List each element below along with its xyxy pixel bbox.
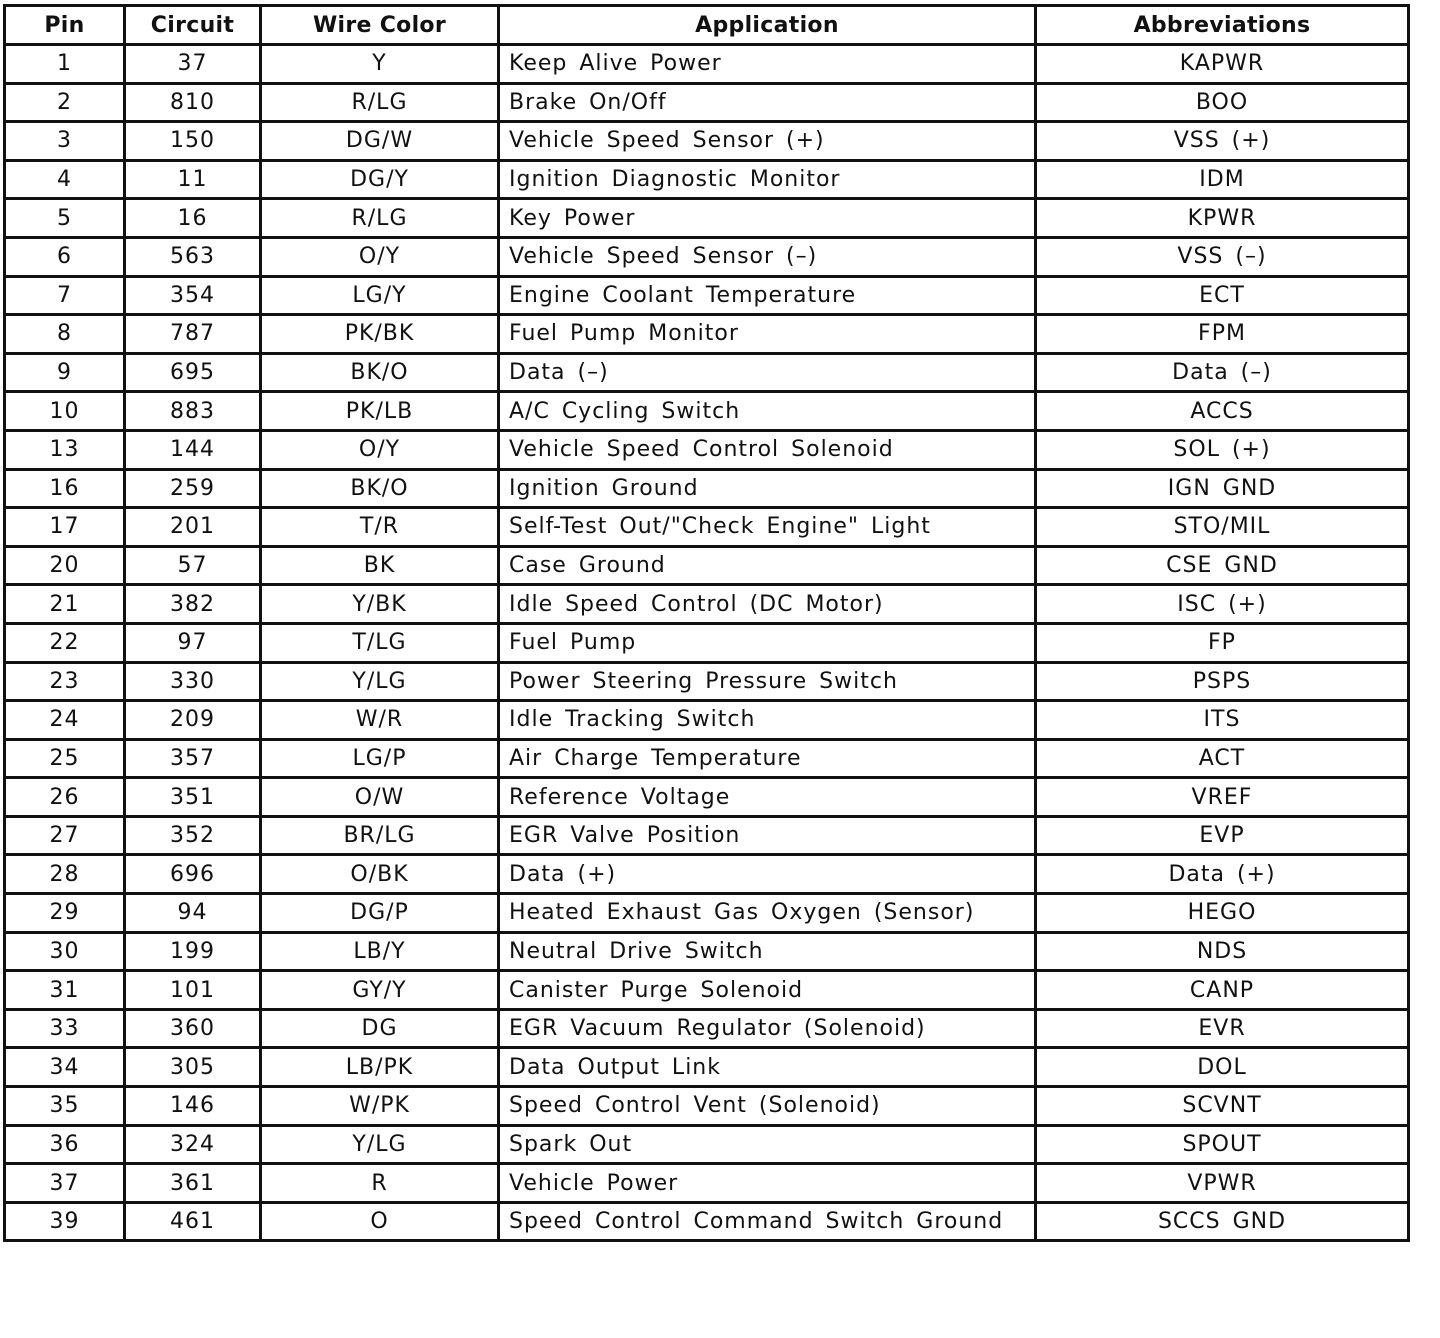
table-row xyxy=(5,1125,1409,1164)
pin-cell: 6 xyxy=(5,237,125,276)
pin-cell: 17 xyxy=(5,508,125,547)
application-cell: Ignition Diagnostic Monitor xyxy=(499,160,1036,199)
abbreviation-cell: KPWR xyxy=(1036,199,1409,238)
table-row xyxy=(5,353,1409,392)
application-cell: Idle Speed Control (DC Motor) xyxy=(499,585,1036,624)
wire-color-cell: T/LG xyxy=(261,623,499,662)
pin-cell: 34 xyxy=(5,1048,125,1087)
circuit-cell: 352 xyxy=(125,816,261,855)
wire-color-cell: Y xyxy=(261,45,499,84)
table-row xyxy=(5,160,1409,199)
pin-cell: 9 xyxy=(5,353,125,392)
circuit-cell: 883 xyxy=(125,392,261,431)
application-cell: Fuel Pump xyxy=(499,623,1036,662)
wire-color-cell: LG/P xyxy=(261,739,499,778)
application-cell: Air Charge Temperature xyxy=(499,739,1036,778)
table-row xyxy=(5,1048,1409,1087)
wire-color-cell: DG/W xyxy=(261,122,499,161)
pin-cell: 3 xyxy=(5,122,125,161)
abbreviation-cell: ISC (+) xyxy=(1036,585,1409,624)
abbreviation-cell: NDS xyxy=(1036,932,1409,971)
pin-cell: 31 xyxy=(5,971,125,1010)
circuit-cell: 461 xyxy=(125,1202,261,1241)
wire-color-cell: DG xyxy=(261,1009,499,1048)
application-cell: Vehicle Power xyxy=(499,1164,1036,1203)
wire-color-cell: R xyxy=(261,1164,499,1203)
abbreviation-cell: IGN GND xyxy=(1036,469,1409,508)
pin-cell: 24 xyxy=(5,701,125,740)
table-row xyxy=(5,894,1409,933)
pin-cell: 39 xyxy=(5,1202,125,1241)
wire-color-cell: DG/P xyxy=(261,894,499,933)
pin-cell: 1 xyxy=(5,45,125,84)
wire-color-cell: DG/Y xyxy=(261,160,499,199)
header-row xyxy=(5,6,1409,45)
pin-cell: 29 xyxy=(5,894,125,933)
abbreviation-cell: KAPWR xyxy=(1036,45,1409,84)
pin-cell: 16 xyxy=(5,469,125,508)
circuit-cell: 97 xyxy=(125,623,261,662)
abbreviation-cell: ECT xyxy=(1036,276,1409,315)
wire-color-cell: BK/O xyxy=(261,469,499,508)
abbreviation-cell: SCCS GND xyxy=(1036,1202,1409,1241)
pin-cell: 37 xyxy=(5,1164,125,1203)
table-row xyxy=(5,430,1409,469)
pin-cell: 36 xyxy=(5,1125,125,1164)
application-cell: Data (+) xyxy=(499,855,1036,894)
application-cell: Neutral Drive Switch xyxy=(499,932,1036,971)
table-row xyxy=(5,585,1409,624)
wire-color-cell: R/LG xyxy=(261,199,499,238)
circuit-cell: 810 xyxy=(125,83,261,122)
pin-cell: 20 xyxy=(5,546,125,585)
wire-color-cell: BK xyxy=(261,546,499,585)
circuit-cell: 144 xyxy=(125,430,261,469)
pin-cell: 7 xyxy=(5,276,125,315)
application-cell: Data (–) xyxy=(499,353,1036,392)
circuit-cell: 357 xyxy=(125,739,261,778)
wire-color-cell: GY/Y xyxy=(261,971,499,1010)
wire-color-cell: W/R xyxy=(261,701,499,740)
application-cell: Data Output Link xyxy=(499,1048,1036,1087)
pin-cell: 30 xyxy=(5,932,125,971)
circuit-cell: 57 xyxy=(125,546,261,585)
table-row xyxy=(5,276,1409,315)
circuit-cell: 201 xyxy=(125,508,261,547)
table-row xyxy=(5,199,1409,238)
wire-color-cell: PK/LB xyxy=(261,392,499,431)
wire-color-cell: O/Y xyxy=(261,237,499,276)
pin-cell: 28 xyxy=(5,855,125,894)
abbreviation-cell: VPWR xyxy=(1036,1164,1409,1203)
table-row xyxy=(5,469,1409,508)
circuit-cell: 305 xyxy=(125,1048,261,1087)
circuit-cell: 382 xyxy=(125,585,261,624)
pin-cell: 4 xyxy=(5,160,125,199)
pin-cell: 23 xyxy=(5,662,125,701)
table-row xyxy=(5,662,1409,701)
application-cell: EGR Vacuum Regulator (Solenoid) xyxy=(499,1009,1036,1048)
pin-cell: 8 xyxy=(5,315,125,354)
table-row xyxy=(5,1087,1409,1126)
pin-cell: 13 xyxy=(5,430,125,469)
wire-color-cell: LB/PK xyxy=(261,1048,499,1087)
circuit-cell: 563 xyxy=(125,237,261,276)
wire-color-cell: PK/BK xyxy=(261,315,499,354)
table-row xyxy=(5,546,1409,585)
wire-color-cell: W/PK xyxy=(261,1087,499,1126)
circuit-cell: 259 xyxy=(125,469,261,508)
table-row xyxy=(5,1202,1409,1241)
application-cell: Keep Alive Power xyxy=(499,45,1036,84)
abbreviation-cell: Data (–) xyxy=(1036,353,1409,392)
wire-color-cell: O/W xyxy=(261,778,499,817)
pin-cell: 21 xyxy=(5,585,125,624)
circuit-cell: 11 xyxy=(125,160,261,199)
wire-color-cell: Y/LG xyxy=(261,1125,499,1164)
header-pin: Pin xyxy=(5,6,125,45)
wire-color-cell: Y/BK xyxy=(261,585,499,624)
table-row xyxy=(5,315,1409,354)
header-abbreviations: Abbreviations xyxy=(1036,6,1409,45)
circuit-cell: 209 xyxy=(125,701,261,740)
table-row xyxy=(5,45,1409,84)
table-row xyxy=(5,855,1409,894)
table-row xyxy=(5,392,1409,431)
header-circuit: Circuit xyxy=(125,6,261,45)
wire-color-cell: BR/LG xyxy=(261,816,499,855)
application-cell: Speed Control Command Switch Ground xyxy=(499,1202,1036,1241)
header-application: Application xyxy=(499,6,1036,45)
table-row xyxy=(5,1009,1409,1048)
application-cell: Brake On/Off xyxy=(499,83,1036,122)
circuit-cell: 695 xyxy=(125,353,261,392)
pin-cell: 33 xyxy=(5,1009,125,1048)
application-cell: Self-Test Out/"Check Engine" Light xyxy=(499,508,1036,547)
application-cell: Vehicle Speed Control Solenoid xyxy=(499,430,1036,469)
pin-cell: 25 xyxy=(5,739,125,778)
application-cell: Case Ground xyxy=(499,546,1036,585)
table-row xyxy=(5,701,1409,740)
abbreviation-cell: BOO xyxy=(1036,83,1409,122)
application-cell: Key Power xyxy=(499,199,1036,238)
circuit-cell: 354 xyxy=(125,276,261,315)
pin-cell: 2 xyxy=(5,83,125,122)
table-row xyxy=(5,1164,1409,1203)
wire-color-cell: LB/Y xyxy=(261,932,499,971)
abbreviation-cell: CANP xyxy=(1036,971,1409,1010)
table-row xyxy=(5,237,1409,276)
table-row xyxy=(5,508,1409,547)
circuit-cell: 37 xyxy=(125,45,261,84)
abbreviation-cell: VREF xyxy=(1036,778,1409,817)
abbreviation-cell: SOL (+) xyxy=(1036,430,1409,469)
circuit-cell: 330 xyxy=(125,662,261,701)
circuit-cell: 351 xyxy=(125,778,261,817)
circuit-cell: 199 xyxy=(125,932,261,971)
pin-cell: 35 xyxy=(5,1087,125,1126)
wire-color-cell: O/BK xyxy=(261,855,499,894)
abbreviation-cell: IDM xyxy=(1036,160,1409,199)
table-row xyxy=(5,122,1409,161)
table-row xyxy=(5,971,1409,1010)
application-cell: A/C Cycling Switch xyxy=(499,392,1036,431)
application-cell: Ignition Ground xyxy=(499,469,1036,508)
abbreviation-cell: DOL xyxy=(1036,1048,1409,1087)
abbreviation-cell: FP xyxy=(1036,623,1409,662)
abbreviation-cell: ITS xyxy=(1036,701,1409,740)
wire-color-cell: T/R xyxy=(261,508,499,547)
abbreviation-cell: ACT xyxy=(1036,739,1409,778)
abbreviation-cell: STO/MIL xyxy=(1036,508,1409,547)
circuit-cell: 94 xyxy=(125,894,261,933)
wire-color-cell: Y/LG xyxy=(261,662,499,701)
pin-cell: 22 xyxy=(5,623,125,662)
abbreviation-cell: HEGO xyxy=(1036,894,1409,933)
circuit-cell: 787 xyxy=(125,315,261,354)
abbreviation-cell: CSE GND xyxy=(1036,546,1409,585)
table-row xyxy=(5,739,1409,778)
circuit-cell: 324 xyxy=(125,1125,261,1164)
abbreviation-cell: SCVNT xyxy=(1036,1087,1409,1126)
header-wire-color: Wire Color xyxy=(261,6,499,45)
pin-cell: 27 xyxy=(5,816,125,855)
pin-cell: 5 xyxy=(5,199,125,238)
wire-color-cell: R/LG xyxy=(261,83,499,122)
wire-color-cell: O xyxy=(261,1202,499,1241)
wire-color-cell: BK/O xyxy=(261,353,499,392)
application-cell: Engine Coolant Temperature xyxy=(499,276,1036,315)
table-body xyxy=(5,45,1409,1241)
pin-cell: 26 xyxy=(5,778,125,817)
abbreviation-cell: VSS (–) xyxy=(1036,237,1409,276)
application-cell: Heated Exhaust Gas Oxygen (Sensor) xyxy=(499,894,1036,933)
circuit-cell: 696 xyxy=(125,855,261,894)
application-cell: Reference Voltage xyxy=(499,778,1036,817)
table-row xyxy=(5,778,1409,817)
abbreviation-cell: PSPS xyxy=(1036,662,1409,701)
circuit-cell: 360 xyxy=(125,1009,261,1048)
pin-cell: 10 xyxy=(5,392,125,431)
table-row xyxy=(5,83,1409,122)
application-cell: Spark Out xyxy=(499,1125,1036,1164)
application-cell: Speed Control Vent (Solenoid) xyxy=(499,1087,1036,1126)
table-row xyxy=(5,623,1409,662)
abbreviation-cell: EVR xyxy=(1036,1009,1409,1048)
abbreviation-cell: EVP xyxy=(1036,816,1409,855)
application-cell: EGR Valve Position xyxy=(499,816,1036,855)
abbreviation-cell: VSS (+) xyxy=(1036,122,1409,161)
application-cell: Idle Tracking Switch xyxy=(499,701,1036,740)
circuit-cell: 101 xyxy=(125,971,261,1010)
application-cell: Power Steering Pressure Switch xyxy=(499,662,1036,701)
abbreviation-cell: SPOUT xyxy=(1036,1125,1409,1164)
application-cell: Vehicle Speed Sensor (+) xyxy=(499,122,1036,161)
table-row xyxy=(5,816,1409,855)
table-header xyxy=(5,6,1409,45)
abbreviation-cell: Data (+) xyxy=(1036,855,1409,894)
application-cell: Fuel Pump Monitor xyxy=(499,315,1036,354)
table-row xyxy=(5,932,1409,971)
pin-assignment-table xyxy=(3,4,1410,1242)
wire-color-cell: LG/Y xyxy=(261,276,499,315)
abbreviation-cell: FPM xyxy=(1036,315,1409,354)
circuit-cell: 16 xyxy=(125,199,261,238)
wire-color-cell: O/Y xyxy=(261,430,499,469)
circuit-cell: 146 xyxy=(125,1087,261,1126)
circuit-cell: 150 xyxy=(125,122,261,161)
application-cell: Vehicle Speed Sensor (–) xyxy=(499,237,1036,276)
circuit-cell: 361 xyxy=(125,1164,261,1203)
application-cell: Canister Purge Solenoid xyxy=(499,971,1036,1010)
abbreviation-cell: ACCS xyxy=(1036,392,1409,431)
